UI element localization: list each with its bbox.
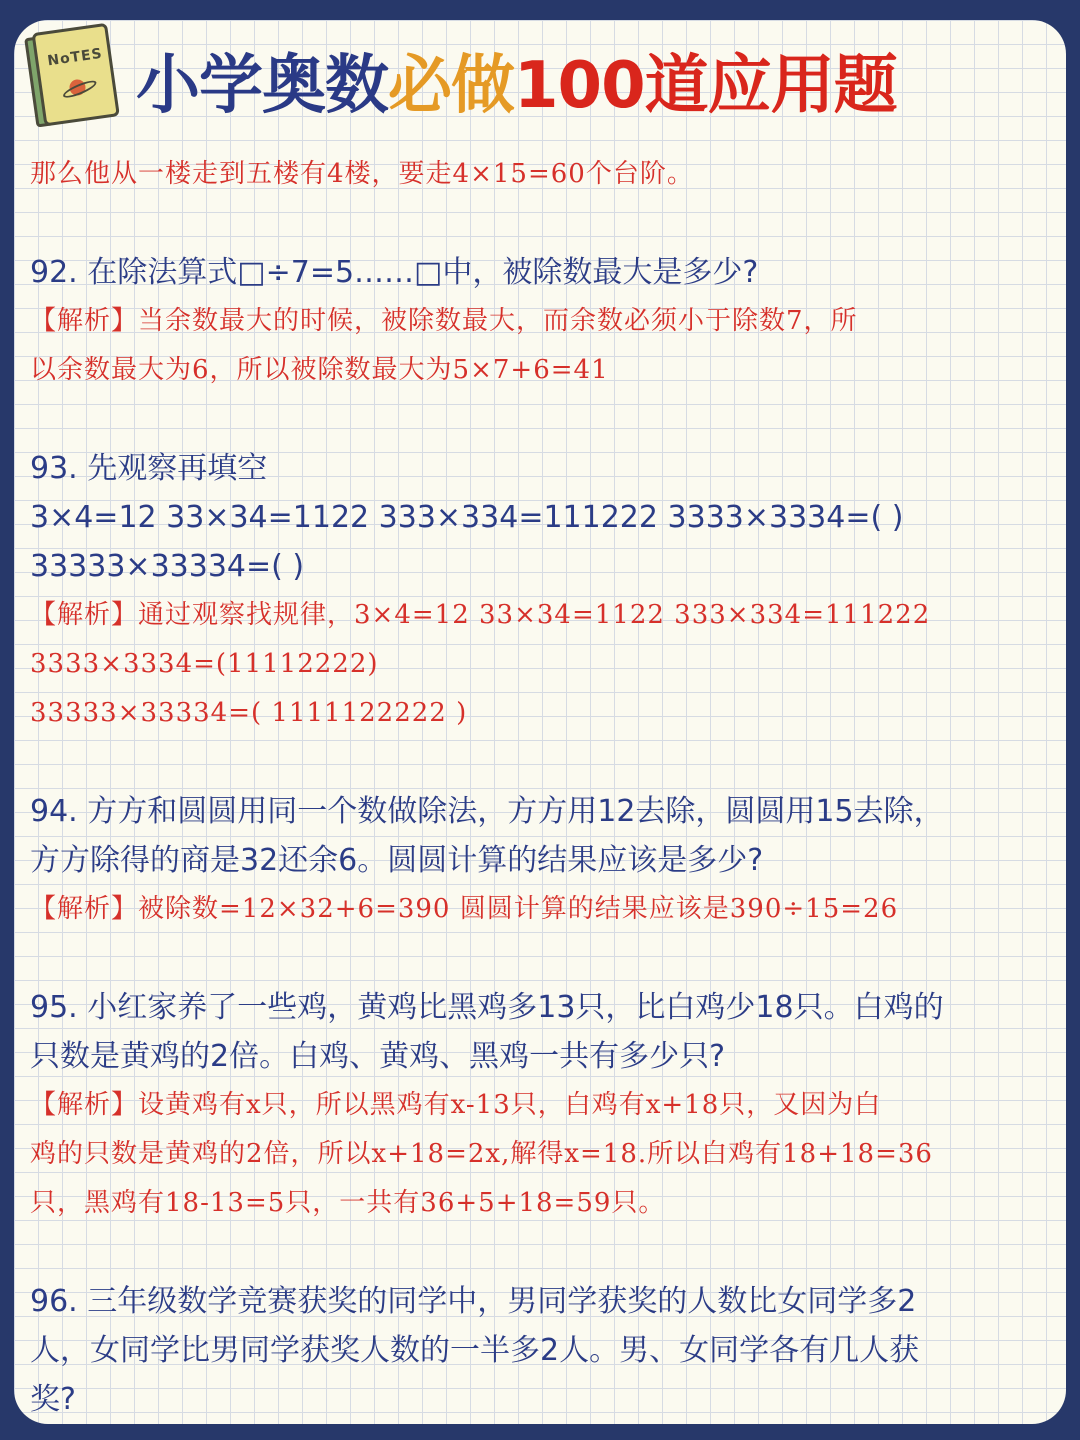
problem-93 <box>30 444 1050 738</box>
answer-text: 只，黑鸡有18-13=5只，一共有36+5+18=59只。 <box>30 1188 666 1218</box>
answer-text: 【解析】被除数=12×32+6=390 圆圆计算的结果应该是390÷15=26 <box>30 894 899 924</box>
question-text: 96. 三年级数学竞赛获奖的同学中，男同学获奖的人数比女同学多2 <box>30 1284 917 1319</box>
answer-text: 以余数最大为6，所以被除数最大为5×7+6=41 <box>30 355 609 385</box>
question-text: 93. 先观察再填空 <box>30 451 268 486</box>
problem-list <box>30 150 1050 1424</box>
answer-text: 鸡的只数是黄鸡的2倍，所以x+18=2x,解得x=18.所以白鸡有18+18=36 <box>30 1139 933 1169</box>
problem-92 <box>30 248 1050 395</box>
answer-text: 【解析】当余数最大的时候，被除数最大，而余数必须小于除数7，所 <box>30 306 858 336</box>
question-text: 3×4=12 33×34=1122 333×334=111222 3333×3334=( ) <box>30 500 904 535</box>
question-text: 94. 方方和圆圆用同一个数做除法，方方用12去除，圆圆用15去除， <box>30 794 944 829</box>
problem-96 <box>30 1277 1050 1424</box>
title-part-1: 小学奥数 <box>136 49 388 123</box>
question-text: 92. 在除法算式□÷7=5……□中，被除数最大是多少? <box>30 255 759 290</box>
answer-text: 3333×3334=(11112222) <box>30 649 379 679</box>
answer-text: 【解析】通过观察找规律，3×4=12 33×34=1122 333×334=111222 <box>30 600 931 630</box>
question-text: 只数是黄鸡的2倍。白鸡、黄鸡、黑鸡一共有多少只? <box>30 1039 726 1074</box>
intro-answer-line: 那么他从一楼走到五楼有4楼，要走4×15=60个台阶。 <box>30 159 694 189</box>
page-title <box>136 44 897 128</box>
title-part-2: 必做 <box>388 49 514 123</box>
notebook-cover <box>32 23 120 127</box>
question-text: 人，女同学比男同学获奖人数的一半多2人。男、女同学各有几人获 <box>30 1333 920 1368</box>
problem-94 <box>30 787 1050 934</box>
notebook-label: NoTES <box>46 45 104 70</box>
question-text: 奖? <box>30 1382 76 1417</box>
answer-text: 33333×33334=( 1111122222 ) <box>30 698 468 728</box>
title-part-3: 100道应用题 <box>514 49 897 123</box>
answer-text: 【解析】设黄鸡有x只，所以黑鸡有x-13只，白鸡有x+18只，又因为白 <box>30 1090 882 1120</box>
notebook-icon <box>24 22 123 131</box>
problem-95 <box>30 983 1050 1228</box>
paper-card <box>14 20 1066 1424</box>
question-text: 方方除得的商是32还余6。圆圆计算的结果应该是多少? <box>30 843 764 878</box>
question-text: 95. 小红家养了一些鸡，黄鸡比黑鸡多13只，比白鸡少18只。白鸡的 <box>30 990 944 1025</box>
question-text: 33333×33334=( ) <box>30 549 305 584</box>
